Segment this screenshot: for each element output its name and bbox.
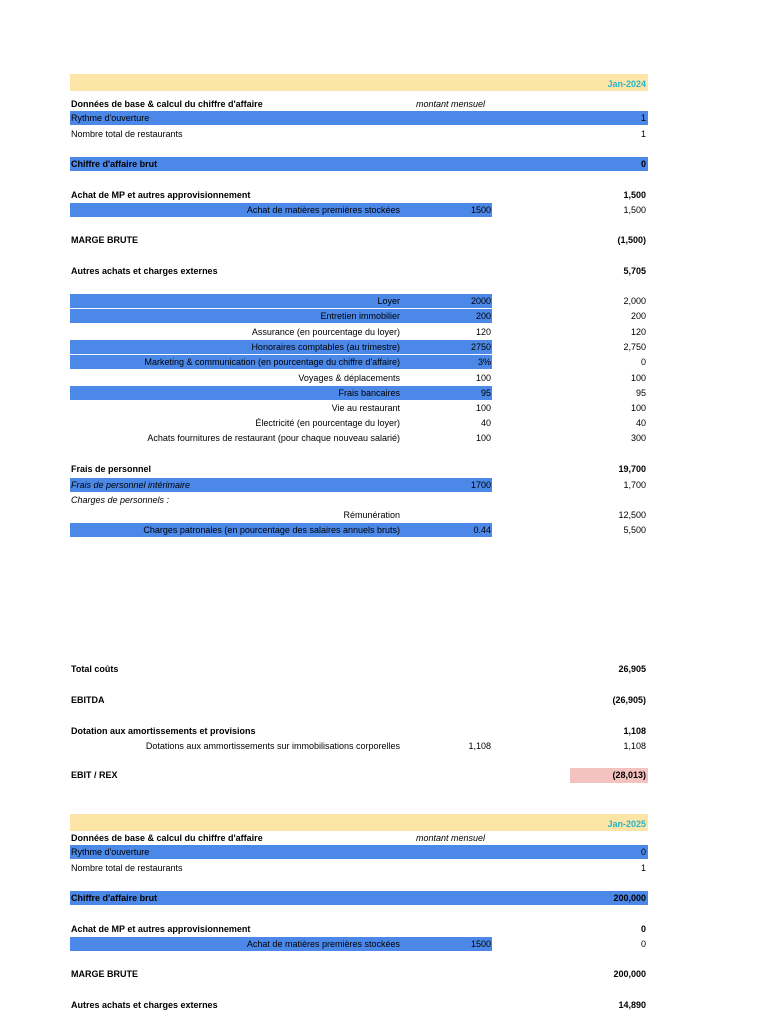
charge-param[interactable]: 2750 [470, 342, 491, 352]
charge-row [70, 386, 648, 400]
gross-margin-value: 200,000 [613, 969, 646, 979]
raw-materials-value: 0 [640, 924, 646, 934]
charge-row [70, 371, 648, 385]
charge-label: Voyages & déplacements [298, 373, 400, 383]
interim-value: 1,700 [623, 480, 646, 490]
total-costs-row-2024 [70, 662, 648, 676]
charge-row [70, 401, 648, 415]
input-band [70, 309, 492, 323]
employer-charges-value: 5,500 [623, 525, 646, 535]
stocked-materials-row-2024 [70, 203, 648, 217]
header-band-2025 [70, 814, 648, 831]
gross-margin-value: (1,500) [617, 235, 646, 245]
charge-param[interactable]: 100 [475, 433, 491, 443]
base-data-row-2025 [70, 831, 648, 845]
personnel-charges-heading-row [70, 493, 648, 507]
stocked-materials-label: Achat de matières premières stockées [246, 205, 400, 215]
employer-charges-label: Charges patronales (en pourcentage des salaires annuels bruts) [143, 525, 400, 535]
charge-value: 2,000 [623, 296, 646, 306]
gross-margin-row-2024 [70, 233, 648, 247]
personnel-row-2024 [70, 462, 648, 476]
depreciation-value: 1,108 [623, 726, 646, 736]
base-data-row-2024 [70, 97, 648, 111]
opening-rate-value[interactable]: 1 [640, 113, 646, 123]
raw-materials-label: Achat de MP et autres approvisionnement [71, 190, 251, 200]
opening-rate-row-2025 [70, 845, 648, 859]
charge-label: Assurance (en pourcentage du loyer) [251, 327, 400, 337]
charge-row [70, 431, 648, 445]
charge-value: 0 [640, 357, 646, 367]
stocked-materials-label: Achat de matières premières stockées [246, 939, 400, 949]
charge-label: Frais bancaires [338, 388, 400, 398]
charge-row [70, 355, 648, 369]
total-costs-value: 26,905 [618, 664, 646, 674]
charge-label: Honoraires comptables (au trimestre) [251, 342, 400, 352]
base-data-title: Données de base & calcul du chiffre d'affaire [71, 833, 263, 843]
charge-param[interactable]: 120 [475, 327, 491, 337]
restaurants-row-2025 [70, 861, 648, 875]
restaurants-row-2024 [70, 127, 648, 141]
employer-charges-param[interactable]: 0.44 [473, 525, 491, 535]
interim-row-2024 [70, 478, 648, 492]
charge-value: 120 [630, 327, 646, 337]
charge-param[interactable]: 200 [475, 311, 491, 321]
depreciation-detail-label: Dotations aux ammortissements sur immobilisations corporelles [145, 741, 400, 751]
external-charges-label: Autres achats et charges externes [71, 1000, 218, 1010]
gross-revenue-value[interactable]: 0 [640, 159, 646, 169]
ebitda-label: EBITDA [71, 695, 105, 705]
charge-value: 100 [630, 373, 646, 383]
opening-rate-label: Rythme d'ouverture [71, 847, 150, 857]
monthly-amount-note: montant mensuel [416, 99, 486, 109]
charge-label: Électricité (en pourcentage du loyer) [255, 418, 400, 428]
personnel-label: Frais de personnel [71, 464, 152, 474]
charge-row [70, 325, 648, 339]
charge-value: 200 [630, 311, 646, 321]
gross-revenue-label: Chiffre d'affaire brut [71, 893, 158, 903]
period-date-2024: Jan-2024 [607, 79, 646, 89]
monthly-amount-note: montant mensuel [416, 833, 486, 843]
charge-row [70, 416, 648, 430]
ebit-row-2024 [70, 768, 648, 782]
external-charges-value: 5,705 [623, 266, 646, 276]
depreciation-detail-row-2024 [70, 739, 648, 753]
ebit-label: EBIT / REX [71, 770, 118, 780]
gross-revenue-row-2024 [70, 157, 648, 171]
employer-charges-row-2024 [70, 523, 648, 537]
opening-rate-value[interactable]: 0 [640, 847, 646, 857]
external-charges-label: Autres achats et charges externes [71, 266, 218, 276]
charge-value: 95 [635, 388, 646, 398]
charge-label: Marketing & communication (en pourcentage du chiffre d'affaire) [144, 357, 400, 367]
gross-margin-label: MARGE BRUTE [71, 969, 138, 979]
personnel-charges-heading: Charges de personnels : [71, 495, 170, 505]
opening-rate-label: Rythme d'ouverture [71, 113, 150, 123]
charge-row [70, 294, 648, 308]
interim-label: Frais de personnel intérimaire [71, 480, 191, 490]
charge-label: Achats fournitures de restaurant (pour chaque nouveau salarié) [147, 433, 400, 443]
charge-value: 100 [630, 403, 646, 413]
external-charges-value: 14,890 [618, 1000, 646, 1010]
raw-materials-row-2024 [70, 188, 648, 202]
stocked-materials-param[interactable]: 1500 [470, 205, 491, 215]
gross-revenue-value[interactable]: 200,000 [613, 893, 646, 903]
raw-materials-value: 1,500 [623, 190, 646, 200]
input-band [70, 386, 492, 400]
ebitda-row-2024 [70, 693, 648, 707]
charge-value: 40 [635, 418, 646, 428]
stocked-materials-param[interactable]: 1500 [470, 939, 491, 949]
charge-param[interactable]: 100 [475, 373, 491, 383]
interim-param[interactable]: 1700 [470, 480, 491, 490]
ebitda-value: (26,905) [612, 695, 646, 705]
ebit-value: (28,013) [612, 770, 646, 780]
base-data-title: Données de base & calcul du chiffre d'affaire [71, 99, 263, 109]
raw-materials-label: Achat de MP et autres approvisionnement [71, 924, 251, 934]
charge-row [70, 309, 648, 323]
total-costs-label: Total coûts [71, 664, 119, 674]
opening-rate-row-2024 [70, 111, 648, 125]
gross-margin-label: MARGE BRUTE [71, 235, 138, 245]
charge-row [70, 340, 648, 354]
charge-param[interactable]: 95 [480, 388, 491, 398]
gross-revenue-label: Chiffre d'affaire brut [71, 159, 158, 169]
raw-materials-row-2025 [70, 922, 648, 936]
header-band-2024 [70, 74, 648, 91]
remuneration-value: 12,500 [618, 510, 646, 520]
restaurants-label: Nombre total de restaurants [71, 863, 183, 873]
charge-param[interactable]: 100 [475, 403, 491, 413]
stocked-materials-value: 0 [640, 939, 646, 949]
gross-margin-row-2025 [70, 967, 648, 981]
external-charges-row-2024 [70, 264, 648, 278]
charge-param[interactable]: 2000 [470, 296, 491, 306]
charge-value: 300 [630, 433, 646, 443]
gross-revenue-row-2025 [70, 891, 648, 905]
input-band [70, 294, 492, 308]
personnel-value: 19,700 [618, 464, 646, 474]
charge-label: Vie au restaurant [331, 403, 400, 413]
depreciation-row-2024 [70, 724, 648, 738]
restaurants-value: 1 [640, 863, 646, 873]
remuneration-row-2024 [70, 508, 648, 522]
restaurants-value: 1 [640, 129, 646, 139]
remuneration-label: Rémunération [343, 510, 400, 520]
restaurants-label: Nombre total de restaurants [71, 129, 183, 139]
charge-label: Entretien immobilier [320, 311, 400, 321]
charge-param[interactable]: 3% [477, 357, 491, 367]
period-date-2025: Jan-2025 [607, 819, 646, 829]
charge-value: 2,750 [623, 342, 646, 352]
depreciation-label: Dotation aux amortissements et provisions [71, 726, 256, 736]
charge-label: Loyer [377, 296, 400, 306]
stocked-materials-value: 1,500 [623, 205, 646, 215]
external-charges-row-2025 [70, 998, 648, 1012]
stocked-materials-row-2025 [70, 937, 648, 951]
depreciation-detail-param: 1,108 [468, 741, 491, 751]
charge-param[interactable]: 40 [480, 418, 491, 428]
depreciation-detail-value: 1,108 [623, 741, 646, 751]
